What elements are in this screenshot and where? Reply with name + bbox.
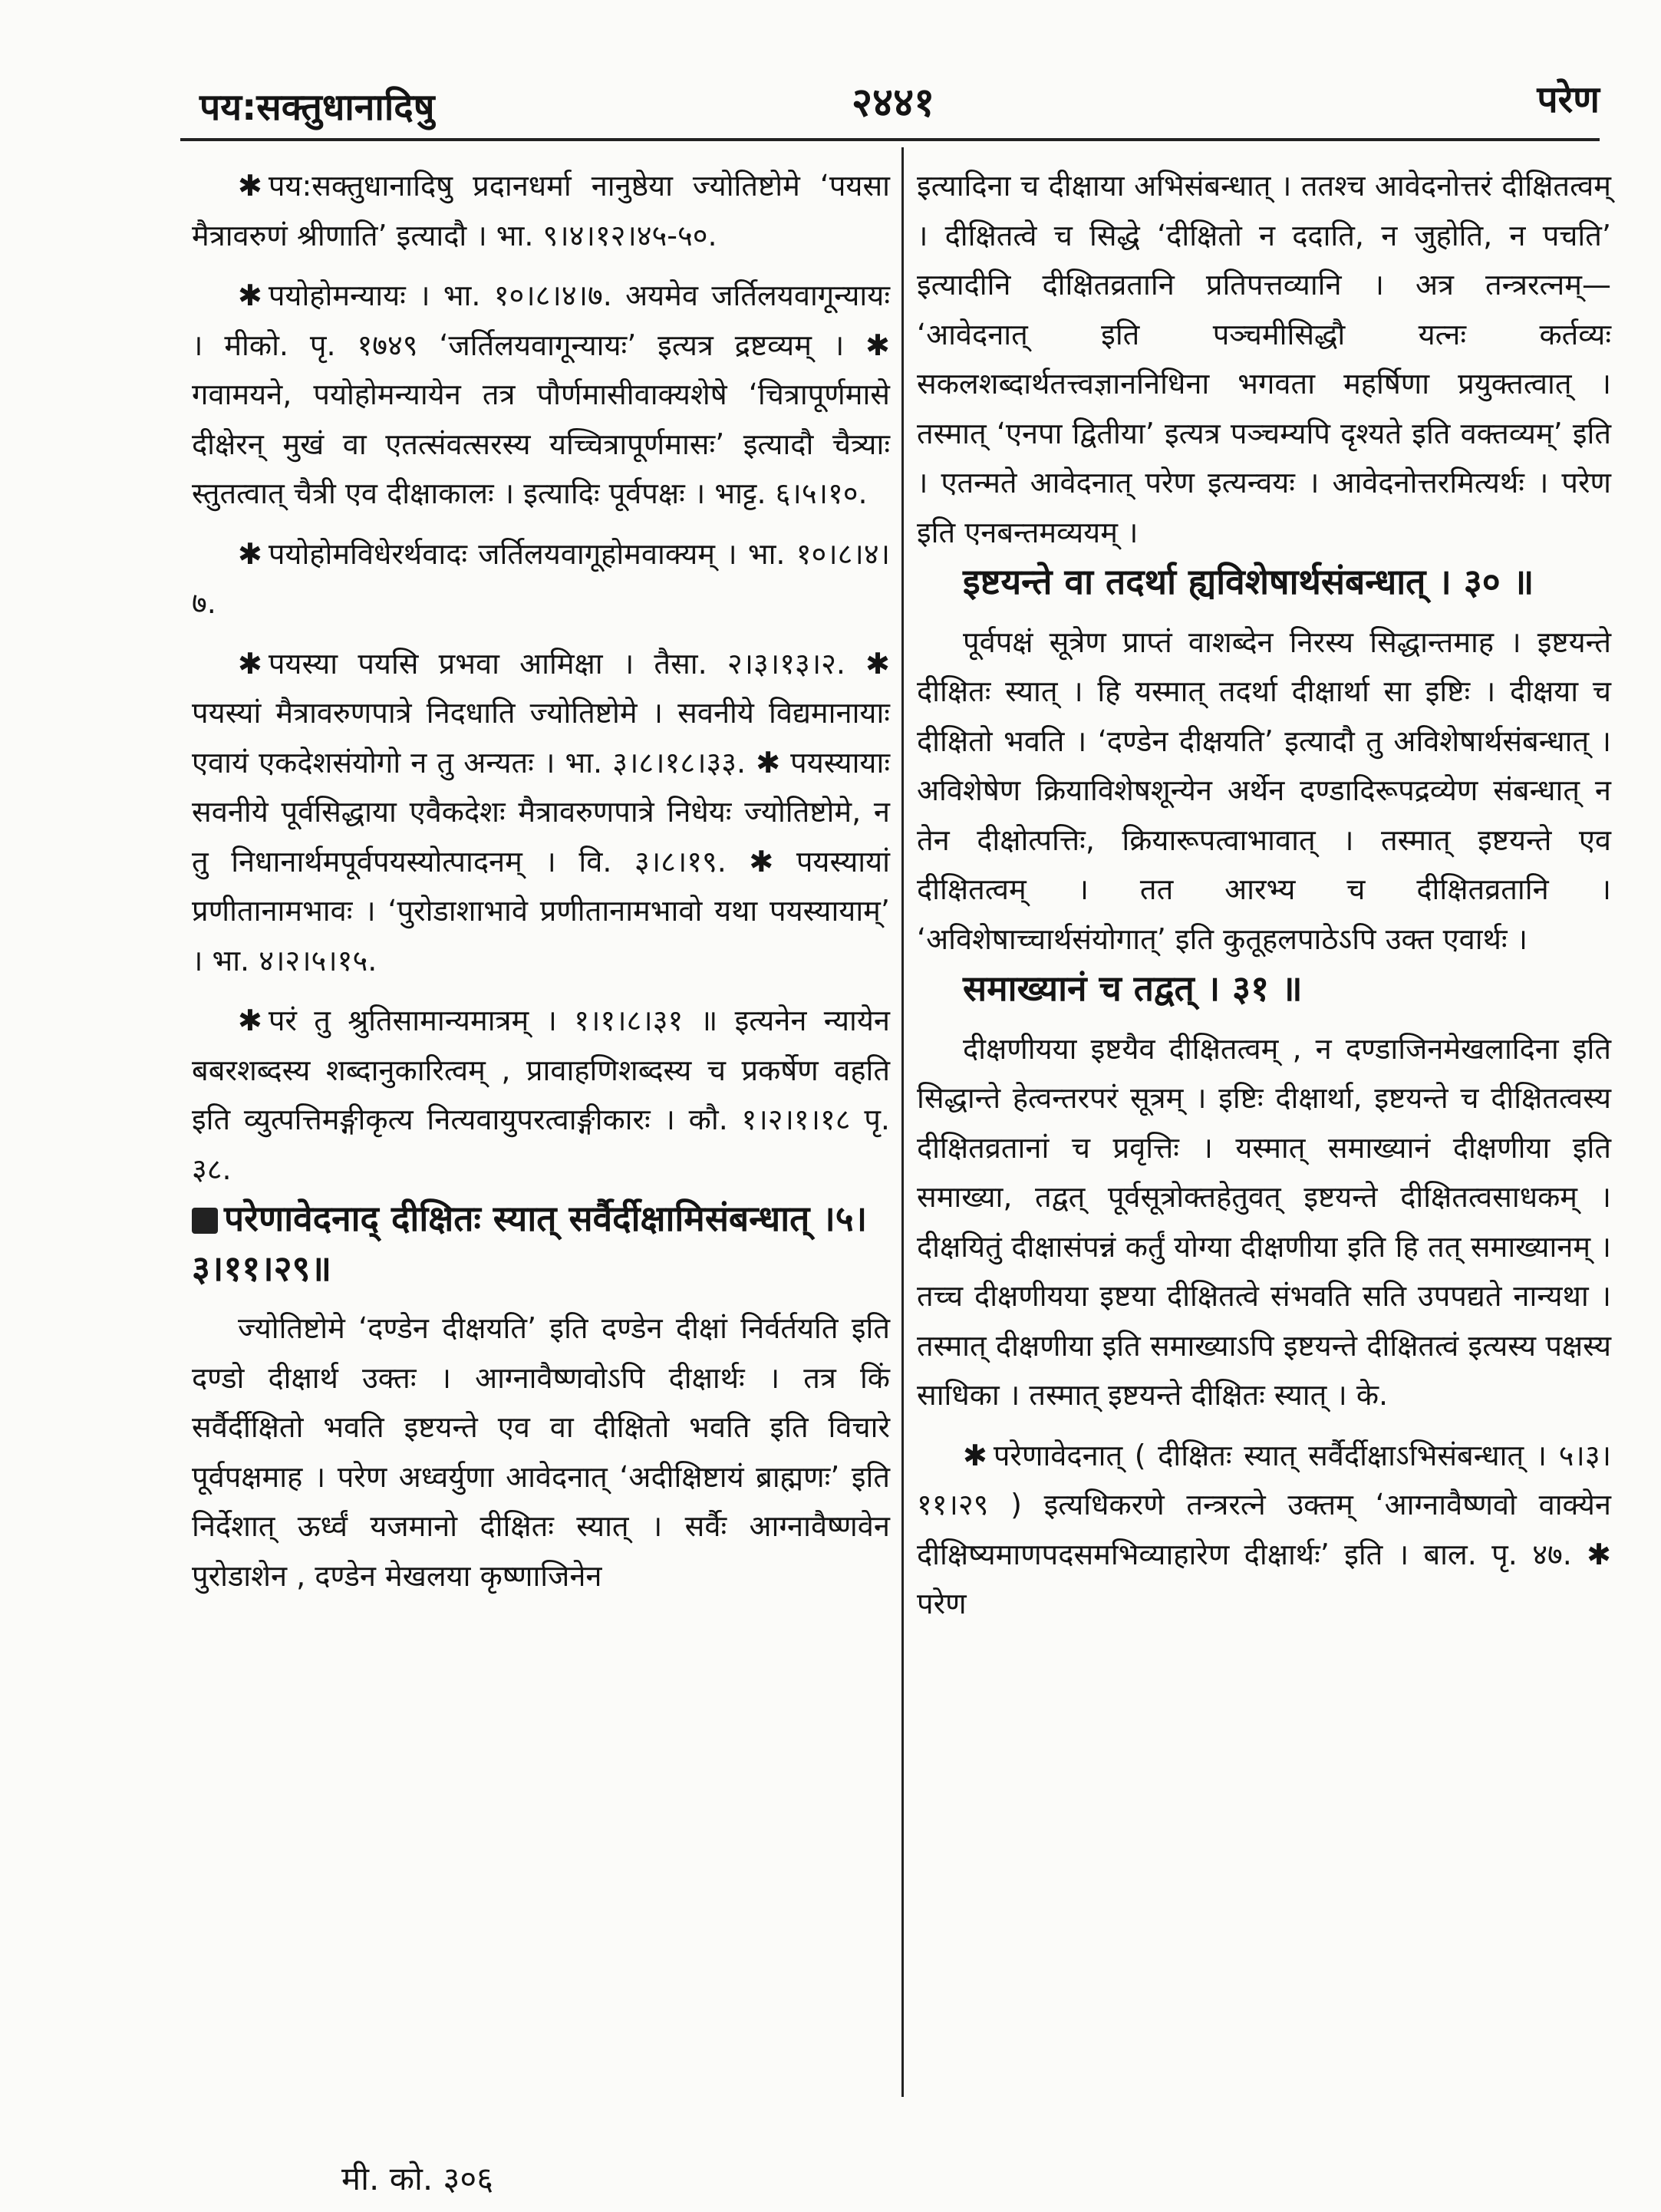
entry-text: ज्योतिष्टोमे ‘दण्डेन दीक्षयति’ इति दण्डेन दीक्षां निर्वर्तयति इति दण्डो दीक्षार्थ उक्तः । आग्नावैष्णवोऽपि दीक्षार्थः । तत्र किं सर्वैर्दीक्षितो भवति इष्टयन्ते एव वा दीक्षितो भवति इति विचारे पूर्वपक्षमाह । परेण अध्वर्युणा आवेदनात् ‘अदीक्षिष्टायं ब्राह्मणः’ इति निर्देशात् ऊर्ध्वं यजमानो दीक्षितः स्यात् । सर्वैः आग्नावैष्णवेन पुरोडाशेन , दण्डेन मेखलया कृष्णाजिनेन <box>192 1311 890 1593</box>
footer-signature: मी. को. ३०६ <box>341 2160 494 2197</box>
header-rule <box>180 138 1600 141</box>
asterisk-icon: ✱ <box>238 1004 262 1037</box>
asterisk-icon: ✱ <box>238 536 262 571</box>
commentary-paragraph <box>917 618 1611 964</box>
commentary-paragraph <box>192 1304 890 1600</box>
dictionary-entry <box>192 996 890 1194</box>
sutra-mark-icon <box>192 1208 218 1234</box>
entry-text: पूर्वपक्षं सूत्रेण प्राप्तं वाशब्देन निरस्य सिद्धान्तमाह । इष्टयन्ते दीक्षितः स्यात् । हि यस्मात् तदर्था दीक्षार्था सा इष्टिः । दीक्षया च दीक्षितो भवति । ‘दण्डेन दीक्षयति’ इत्यादौ तु अविशेषार्थसंबन्धात् । अविशेषेण क्रियाविशेषशून्येन अर्थेन दण्डादिरूपद्रव्येण संबन्धात् न तेन दीक्षोत्पत्तिः, क्रियारूपत्वाभावात् । तस्मात् इष्टयन्ते एव दीक्षितत्वम् । तत आरभ्य च दीक्षितव्रतानि । ‘अविशेषाच्चार्थसंयोगात्’ इति कुतूहलपाठेऽपि उक्त एवार्थः । <box>917 625 1611 956</box>
commentary-paragraph <box>917 1024 1611 1420</box>
right-column <box>917 161 1611 2078</box>
sutra-heading <box>917 964 1611 1014</box>
entry-text: परेणावेदनाद् दीक्षितः स्यात् सर्वैर्दीक्षामिसंबन्धात् ।५।३।११।२९॥ <box>192 1198 868 1289</box>
page-header <box>176 68 1600 129</box>
entry-text: पयस्या पयसि प्रभवा आमिक्षा । तैसा. २।३।१३।२. ✱ पयस्यां मैत्रावरुणपात्रे निदधाति ज्योतिष्टोमे । सवनीये विद्यमानायाः एवायं एकदेशसंयोगो न तु अन्यतः । भा. ३।८।१८।३३. ✱ पयस्यायाः सवनीये पूर्वसिद्धाया एवैकदेशः मैत्रावरुणपात्रे निधेयः ज्योतिष्टोमे, न तु निधानार्थमपूर्वपयस्योत्पादनम् । वि. ३।८।१९. ✱ पयस्यायां प्रणीतानामभावः । ‘पुरोडाशाभावे प्रणीतानामभावो यथा पयस्यायाम्’ । भा. ४।२।५।१५. <box>192 646 890 977</box>
dictionary-entry <box>192 271 890 519</box>
entry-text: परं तु श्रुतिसामान्यमात्रम् । १।१।८।३१ ॥ इत्यनेन न्यायेन बबरशब्दस्य शब्दानुकारित्वम् , प्रावाहणिशब्दस्य च प्रकर्षेण वहति इति व्युत्पत्तिमङ्गीकृत्य नित्यवायुपरत्वाङ्गीकारः । कौ. १।२।१।१८ पृ. ३८. <box>192 1004 890 1186</box>
commentary-paragraph <box>917 161 1611 557</box>
entry-text: इष्टयन्ते वा तदर्था ह्यविशेषार्थसंबन्धात् । ३० ॥ <box>963 561 1534 602</box>
page-number: २४४१ <box>852 80 935 126</box>
asterisk-icon: ✱ <box>238 646 262 681</box>
entry-text: पयोहोमन्यायः । भा. १०।८।४।७. अयमेव जर्तिलयवागून्यायः । मीको. पृ. १७४९ ‘जर्तिलयवागून्यायः’ इत्यत्र द्रष्टव्यम् । ✱ गवामयने, पयोहोमन्यायेन तत्र पौर्णमासीवाक्यशेषे ‘चित्रापूर्णमासे दीक्षेरन् मुखं वा एतत्संवत्सरस्य यच्चित्रापूर्णमासः’ इत्यादौ चैत्र्याः स्तुतत्वात् चैत्री एव दीक्षाकालः । इत्यादिः पूर्वपक्षः । भाट्ट. ६।५।१०. <box>192 279 890 510</box>
left-column <box>192 161 890 2078</box>
entry-text: इत्यादिना च दीक्षाया अभिसंबन्धात् । ततश्च आवेदनोत्तरं दीक्षितत्वम् । दीक्षितत्वे च सिद्धे ‘दीक्षितो न ददाति, न जुहोति, न पचति’ इत्यादीनि दीक्षितव्रतानि प्रतिपत्तव्यानि । अत्र तन्त्ररत्नम्— ‘आवेदनात् इति पञ्चमीसिद्धौ यत्नः कर्तव्यः सकलशब्दार्थतत्त्वज्ञाननिधिना भगवता महर्षिणा प्रयुक्तत्वात् । तस्मात् ‘एनपा द्वितीया’ इत्यत्र पञ्चम्यपि दृश्यते इति वक्तव्यम्’ इति । एतन्मते आवेदनात् परेण इत्यन्वयः । आवेदनोत्तरमित्यर्थः । परेण इति एनबन्तमव्ययम् । <box>917 169 1611 549</box>
asterisk-icon: ✱ <box>963 1438 987 1472</box>
sutra-heading <box>917 557 1611 607</box>
sutra-heading <box>192 1194 890 1293</box>
entry-text: समाख्यानं च तद्वत् । ३१ ॥ <box>963 968 1303 1009</box>
entry-text: दीक्षणीयया इष्टयैव दीक्षितत्वम् , न दण्डाजिनमेखलादिना इति सिद्धान्ते हेत्वन्तरपरं सूत्रम् । इष्टिः दीक्षार्था, इष्टयन्ते च दीक्षितत्वस्य दीक्षितव्रतानां च प्रवृत्तिः । यस्मात् समाख्यानं दीक्षणीया इति समाख्या, तद्वत् पूर्वसूत्रोक्तहेतुवत् इष्टयन्ते दीक्षितत्वसाधकम् । दीक्षयितुं दीक्षासंपन्नं कर्तुं योग्या दीक्षणीया इति हि तत् समाख्यानम् । तच्च दीक्षणीयया इष्टया दीक्षितत्वे संभवति सति उपपद्यते नान्यथा । तस्मात् दीक्षणीया इति समाख्याऽपि इष्टयन्ते दीक्षितत्वं इत्यस्य पक्षस्य साधिका । तस्मात् इष्टयन्ते दीक्षितः स्यात् । के. <box>917 1031 1611 1412</box>
dictionary-entry <box>192 639 890 986</box>
entry-text: पय:सक्तुधानादिषु प्रदानधर्मा नानुष्ठेया ज्योतिष्टोमे ‘पयसा मैत्रावरुणं श्रीणाति’ इत्यादौ । भा. ९।४।१२।४५-५०. <box>192 169 890 252</box>
entry-text: पयोहोमविधेरर्थवादः जर्तिलयवागूहोमवाक्यम् । भा. १०।८।४।७. <box>192 536 890 620</box>
dictionary-entry <box>917 1431 1611 1629</box>
dictionary-entry <box>192 161 890 260</box>
asterisk-icon: ✱ <box>238 279 262 312</box>
asterisk-icon: ✱ <box>238 169 262 203</box>
dictionary-entry <box>192 529 890 628</box>
header-right-catchword: परेण <box>1537 78 1600 121</box>
entry-text: परेणावेदनात् ( दीक्षितः स्यात् सर्वैर्दीक्षाऽभिसंबन्धात् । ५।३।११।२९ ) इत्यधिकरणे तन्त्ररत्ने उक्तम् ‘आग्नावैष्णवो वाक्येन दीक्षिष्यमाणपदसमभिव्याहारेण दीक्षार्थः’ इति । बाल. पृ. ४७. ✱ परेण <box>917 1438 1611 1620</box>
column-divider <box>901 147 904 2097</box>
header-left-catchword: पय:सक्तुधानादिषु <box>199 86 435 129</box>
